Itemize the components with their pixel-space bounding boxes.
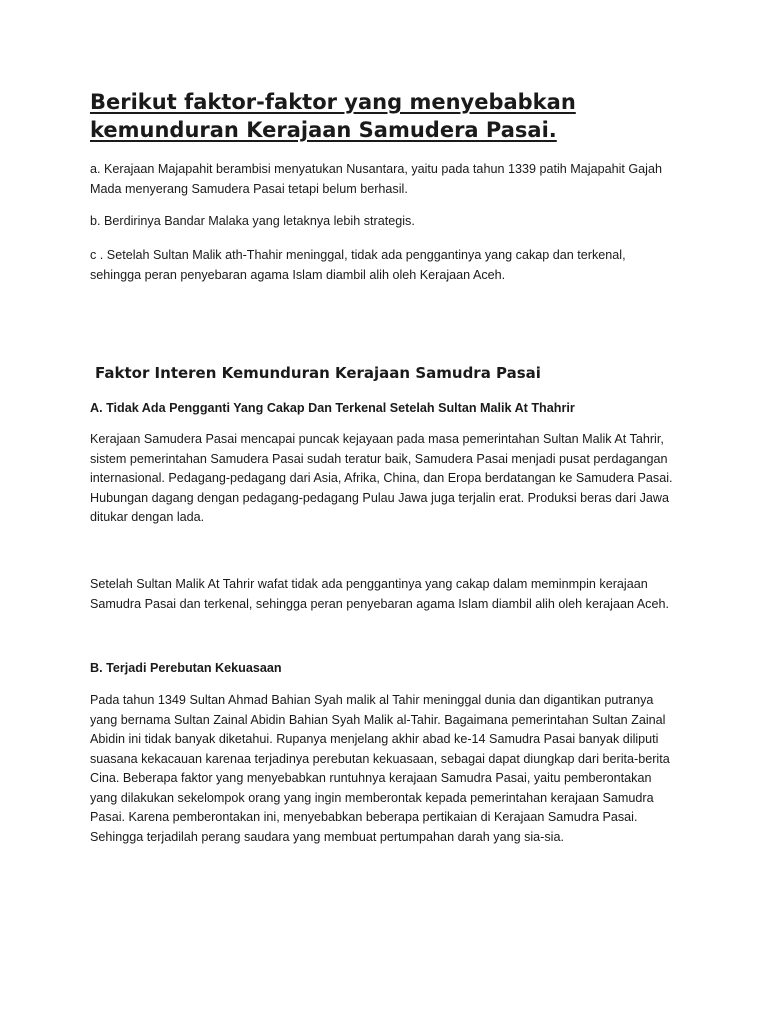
section-heading: Faktor Interen Kemunduran Kerajaan Samudra Pasai: [95, 364, 541, 382]
subsection-b-heading: B. Terjadi Perebutan Kekuasaan: [90, 661, 282, 675]
document-title: Berikut faktor-faktor yang menyebabkan kemunduran Kerajaan Samudera Pasai.: [90, 90, 576, 142]
intro-item-b: b. Berdirinya Bandar Malaka yang letaknya lebih strategis.: [90, 214, 415, 228]
subsection-b-paragraph-1: Pada tahun 1349 Sultan Ahmad Bahian Syah malik al Tahir meninggal dunia dan digantikan putranya yang bernama Sultan Zainal Abidin Bahian Syah Malik al-Tahir. Bagaimana pemerintahan Sultan Zainal Abidin ini tidak banyak diketahui. Rupanya menjelang akhir abad ke-14 Samudra Pasai banyak diliputi suasana kekacauan karenaa terjadinya perebutan kekuasaan, sebagai dapat diungkap dari berita-berita Cina. Beberapa faktor yang menyebabkan runtuhnya kerajaan Samudra Pasai, yaitu pemberontakan yang dilakukan sekelompok orang yang ingin memberontak kepada pemerintahan kerajaan Samudra Pasai. Karena pemberontakan ini, menyebabkan beberapa pertikaian di Kerajaan Samudra Pasai. Sehingga terjadilah perang saudara yang membuat pertumpahan darah yang sia-sia.: [90, 693, 670, 844]
intro-item-c: c . Setelah Sultan Malik ath-Thahir meninggal, tidak ada penggantinya yang cakap dan terkenal, sehingga peran penyebaran agama Islam diambil alih oleh Kerajaan Aceh.: [90, 248, 626, 282]
subsection-a-paragraph-1: Kerajaan Samudera Pasai mencapai puncak kejayaan pada masa pemerintahan Sultan Malik At Tahrir, sistem pemerintahan Samudera Pasai sudah teratur baik, Samudera Pasai menjadi pusat perdagangan internasional. Pedagang-pedagang dari Asia, Afrika, China, dan Eropa berdatangan ke Samudera Pasai. Hubungan dagang dengan pedagang-pedagang Pulau Jawa juga terjalin erat. Produksi beras dari Jawa ditukar dengan lada.: [90, 432, 673, 524]
subsection-a-paragraph-2: Setelah Sultan Malik At Tahrir wafat tidak ada penggantinya yang cakap dalam meminmpin kerajaan Samudra Pasai dan terkenal, sehingga peran penyebaran agama Islam diambil alih oleh kerajaan Aceh.: [90, 577, 669, 611]
intro-item-a: a. Kerajaan Majapahit berambisi menyatukan Nusantara, yaitu pada tahun 1339 patih Majapahit Gajah Mada menyerang Samudera Pasai tetapi belum berhasil.: [90, 162, 662, 196]
subsection-a-heading: A. Tidak Ada Pengganti Yang Cakap Dan Terkenal Setelah Sultan Malik At Thahrir: [90, 401, 575, 415]
